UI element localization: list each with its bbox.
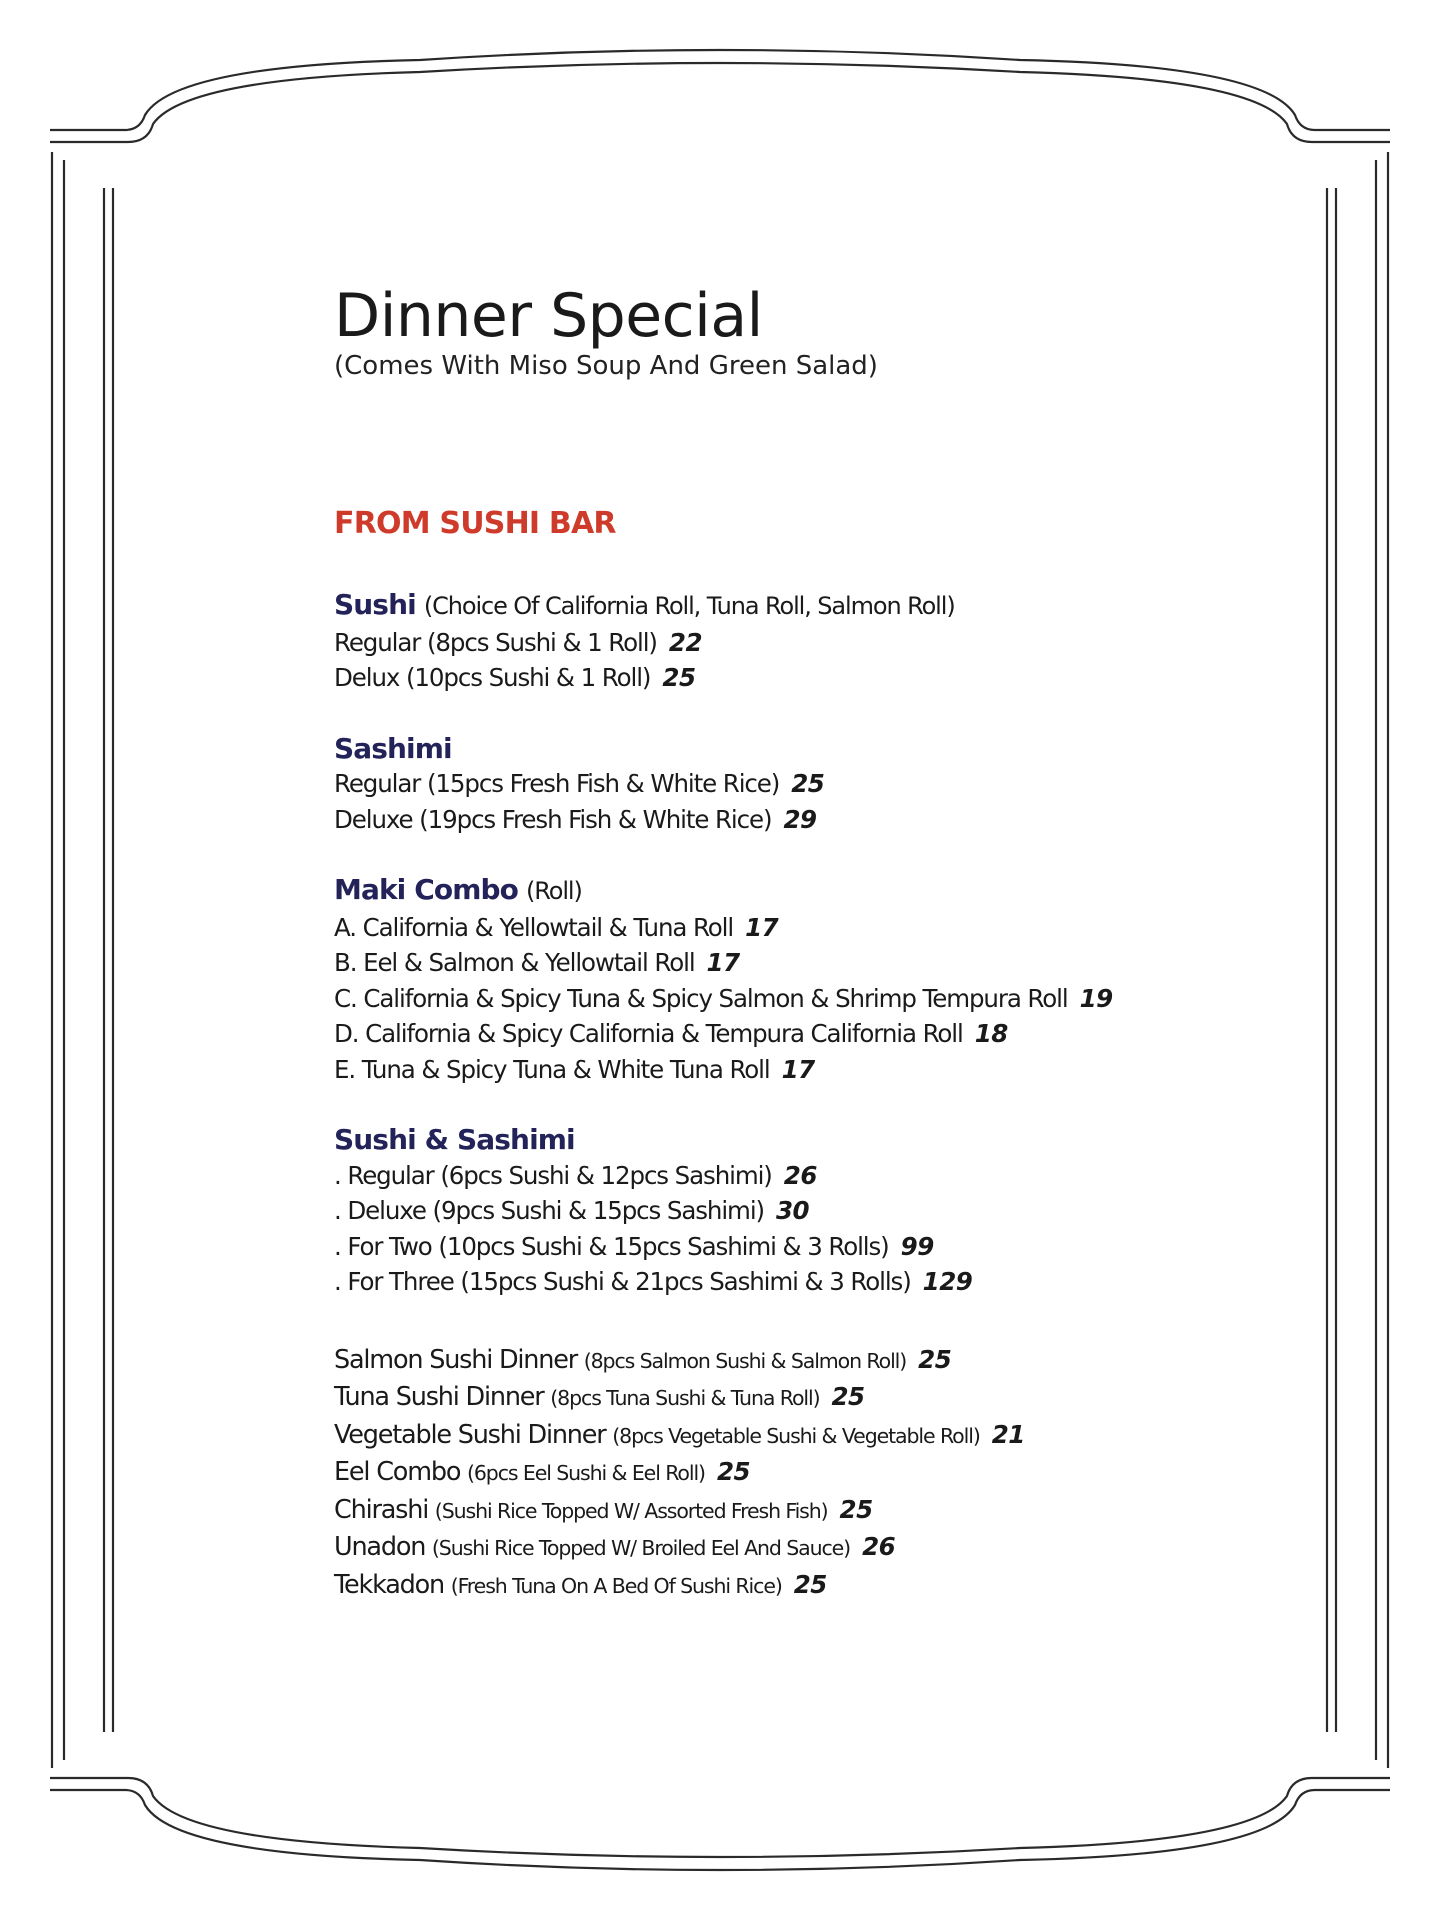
menu-item-price: 129 bbox=[922, 1267, 973, 1296]
menu-item bbox=[334, 625, 1234, 661]
menu-group bbox=[334, 731, 1234, 838]
menu-groups bbox=[334, 587, 1234, 1300]
menu-item-label: Delux (10pcs Sushi & 1 Roll) bbox=[334, 663, 651, 692]
menu-item-label: . Deluxe (9pcs Sushi & 15pcs Sashimi) bbox=[334, 1196, 764, 1225]
special-item bbox=[334, 1492, 1234, 1530]
menu-title: Dinner Special bbox=[334, 281, 763, 351]
menu-item bbox=[334, 1264, 1234, 1300]
special-item-note: (Fresh Tuna On A Bed Of Sushi Rice) bbox=[450, 1573, 782, 1598]
menu-group-header bbox=[334, 1122, 1234, 1158]
menu-item-label: Regular (15pcs Fresh Fish & White Rice) bbox=[334, 769, 780, 798]
menu-item-label: C. California & Spicy Tuna & Spicy Salmon & Shrimp Tempura Roll bbox=[334, 983, 1068, 1013]
menu-item-price: 26 bbox=[783, 1160, 817, 1190]
menu-specials-list bbox=[334, 1342, 1234, 1605]
special-item-name: Unadon bbox=[334, 1532, 426, 1562]
menu-item-price: 17 bbox=[781, 1054, 815, 1084]
menu-item bbox=[334, 766, 1234, 802]
menu-group-name: Sushi & Sashimi bbox=[334, 1123, 575, 1156]
menu-item bbox=[334, 1052, 1234, 1088]
special-item-note: (8pcs Salmon Sushi & Salmon Roll) bbox=[583, 1348, 907, 1373]
menu-group-name: Sashimi bbox=[334, 731, 452, 765]
menu-group-note: (Roll) bbox=[525, 877, 582, 905]
menu-item-price: 99 bbox=[900, 1231, 934, 1261]
menu-item-price: 19 bbox=[1079, 983, 1113, 1013]
special-item bbox=[334, 1529, 1234, 1567]
special-item bbox=[334, 1417, 1234, 1455]
special-item-note: (Sushi Rice Topped W/ Broiled Eel And Sauce) bbox=[431, 1536, 851, 1560]
special-item-note: (8pcs Vegetable Sushi & Vegetable Roll) bbox=[612, 1423, 980, 1448]
menu-item-label: E. Tuna & Spicy Tuna & White Tuna Roll bbox=[334, 1054, 770, 1084]
special-item-name: Tekkadon bbox=[334, 1569, 444, 1600]
special-item-price: 25 bbox=[793, 1569, 827, 1599]
menu-item-label: B. Eel & Salmon & Yellowtail Roll bbox=[334, 948, 695, 977]
special-item-name: Eel Combo bbox=[334, 1457, 461, 1487]
menu-item bbox=[334, 945, 1234, 981]
menu-group bbox=[334, 872, 1234, 1087]
special-item-note: (Sushi Rice Topped W/ Assorted Fresh Fish) bbox=[434, 1498, 828, 1523]
special-item-price: 25 bbox=[716, 1457, 751, 1486]
special-item-name: Vegetable Sushi Dinner bbox=[334, 1419, 606, 1450]
menu-item-price: 25 bbox=[791, 769, 825, 798]
menu-item bbox=[334, 1193, 1234, 1229]
menu-item bbox=[334, 981, 1234, 1017]
menu-item-price: 18 bbox=[974, 1019, 1008, 1048]
menu-item bbox=[334, 910, 1234, 946]
special-item-price: 25 bbox=[831, 1382, 865, 1411]
special-item-note: (6pcs Eel Sushi & Eel Roll) bbox=[466, 1461, 705, 1485]
menu-item-label: D. California & Spicy California & Tempura California Roll bbox=[334, 1019, 963, 1048]
special-item bbox=[334, 1342, 1234, 1380]
menu-group-header bbox=[334, 587, 1234, 625]
menu-item-price: 17 bbox=[706, 948, 740, 977]
menu-item-price: 22 bbox=[668, 627, 703, 657]
menu-item-label: . For Two (10pcs Sushi & 15pcs Sashimi & 3 Rolls) bbox=[334, 1231, 889, 1261]
section-heading: FROM SUSHI BAR bbox=[334, 506, 616, 541]
menu-item-label: Regular (8pcs Sushi & 1 Roll) bbox=[334, 627, 657, 657]
menu-item-price: 30 bbox=[775, 1196, 810, 1225]
menu-item-label: . Regular (6pcs Sushi & 12pcs Sashimi) bbox=[334, 1160, 772, 1190]
menu-group bbox=[334, 1122, 1234, 1300]
menu-item bbox=[334, 1229, 1234, 1265]
special-item-price: 26 bbox=[862, 1532, 896, 1561]
menu-group-header bbox=[334, 872, 1234, 910]
menu-subtitle: (Comes With Miso Soup And Green Salad) bbox=[334, 351, 878, 381]
menu-item bbox=[334, 802, 1234, 838]
menu-group bbox=[334, 587, 1234, 696]
menu-item-price: 29 bbox=[783, 804, 817, 834]
special-item bbox=[334, 1379, 1234, 1417]
menu-item bbox=[334, 1016, 1234, 1052]
special-item-price: 21 bbox=[991, 1419, 1025, 1449]
menu-group-note: (Choice Of California Roll, Tuna Roll, Salmon Roll) bbox=[423, 592, 955, 620]
menu-item-label: . For Three (15pcs Sushi & 21pcs Sashimi & 3 Rolls) bbox=[334, 1267, 911, 1296]
menu-content bbox=[334, 282, 1234, 1604]
special-item-name: Salmon Sushi Dinner bbox=[334, 1344, 578, 1375]
menu-item bbox=[334, 1158, 1234, 1194]
menu-item-price: 17 bbox=[745, 912, 779, 942]
menu-group-name: Sushi bbox=[334, 588, 416, 621]
menu-item-label: A. California & Yellowtail & Tuna Roll bbox=[334, 912, 734, 942]
special-item-name: Tuna Sushi Dinner bbox=[334, 1382, 544, 1412]
special-item bbox=[334, 1454, 1234, 1492]
menu-item-label: Deluxe (19pcs Fresh Fish & White Rice) bbox=[334, 804, 772, 834]
menu-group-name: Maki Combo bbox=[334, 873, 518, 906]
menu-item bbox=[334, 660, 1234, 696]
special-item-price: 25 bbox=[839, 1494, 873, 1524]
special-item-note: (8pcs Tuna Sushi & Tuna Roll) bbox=[550, 1386, 820, 1410]
menu-item-price: 25 bbox=[662, 663, 696, 692]
special-item-name: Chirashi bbox=[334, 1494, 429, 1525]
special-item bbox=[334, 1567, 1234, 1605]
menu-group-header bbox=[334, 731, 1234, 767]
special-item-price: 25 bbox=[918, 1344, 952, 1374]
